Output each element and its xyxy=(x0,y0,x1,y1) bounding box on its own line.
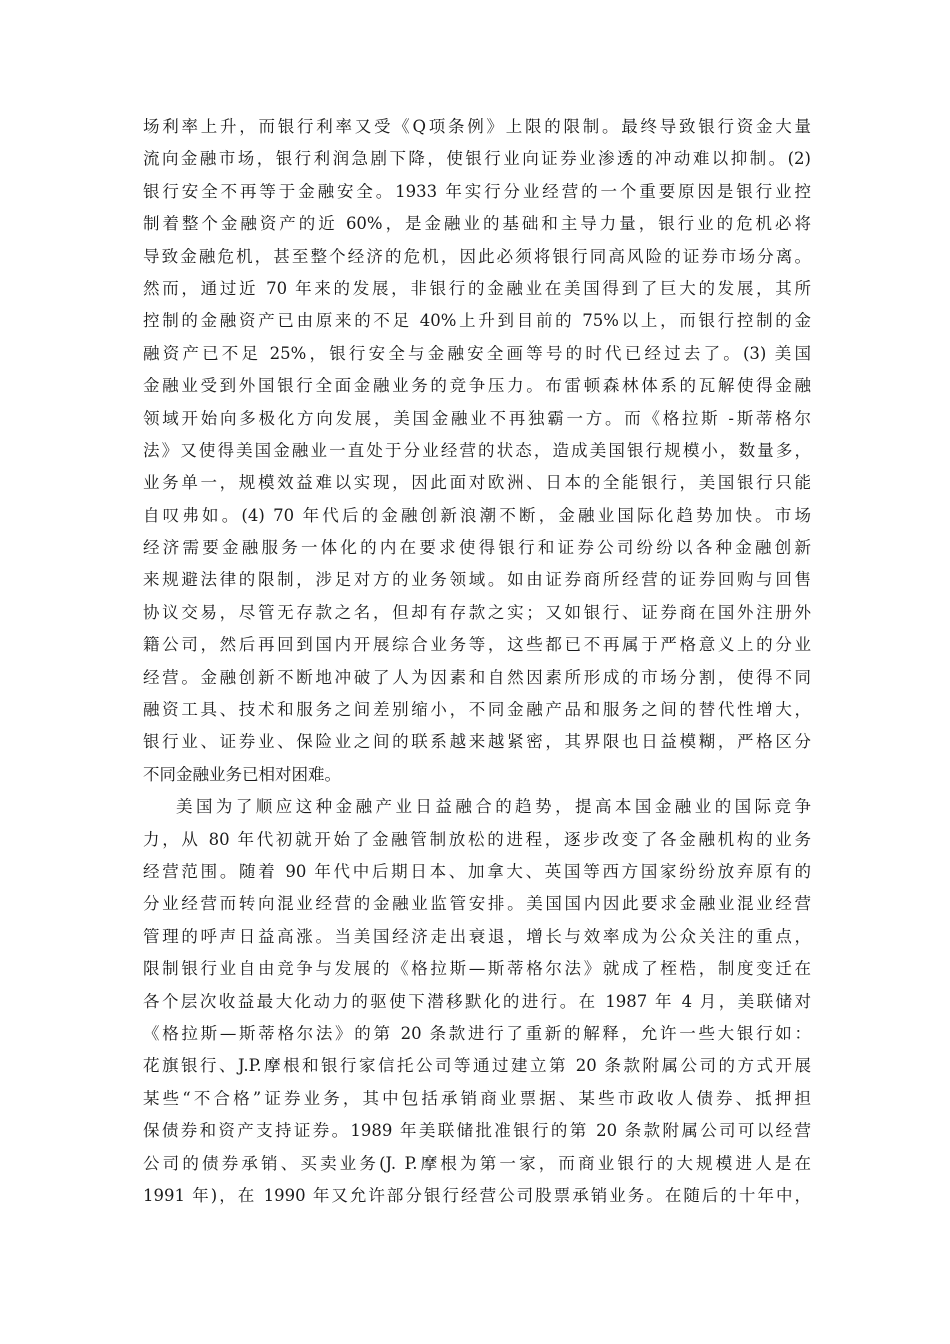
text-line: 力，从 80 年代初就开始了金融管制放松的进程，逐步改变了各金融机构的业务 xyxy=(143,829,811,849)
text-line: 经营。金融创新不断地冲破了人为因素和自然因素所形成的市场分割，使得不同 xyxy=(143,667,811,687)
text-line: 领域开始向多极化方向发展，美国金融业不再独霸一方。而《格拉斯 -斯蒂格尔 xyxy=(143,408,811,428)
text-line: 经营范围。随着 90 年代中后期日本、加拿大、英国等西方国家纷纷放弃原有的 xyxy=(143,861,811,881)
text-line: 分业经营而转向混业经营的金融业监管安排。美国国内因此要求金融业混业经营 xyxy=(143,894,811,914)
text-line: 控制的金融资产已由原来的不足 40%上升到目前的 75%以上，而银行控制的金 xyxy=(143,311,811,331)
text-line: 公司的债券承销、买卖业务(J. P.摩根为第一家，而商业银行的大规模进人是在 xyxy=(143,1153,811,1173)
text-line: 花旗银行、J.P.摩根和银行家信托公司等通过建立第 20 条款附属公司的方式开展 xyxy=(143,1056,811,1076)
text-line: 金融业受到外国银行全面金融业务的竞争压力。布雷顿森林体系的瓦解使得金融 xyxy=(143,376,811,396)
text-line: 融资工具、技术和服务之间差别缩小，不同金融产品和服务之间的替代性增大， xyxy=(143,700,811,720)
text-line: 限制银行业自由竞争与发展的《格拉斯—斯蒂格尔法》就成了桎梏，制度变迁在 xyxy=(143,959,811,979)
text-line: 不同金融业务已相对困难。 xyxy=(143,764,341,784)
text-line: 银行业、证券业、保险业之间的联系越来越紧密，其界限也日益模糊，严格区分 xyxy=(143,732,811,752)
text-line: 管理的呼声日益高涨。当美国经济走出衰退，增长与效率成为公众关注的重点， xyxy=(143,926,811,946)
text-line: 业务单一，规模效益难以实现，因此面对欧洲、日本的全能银行，美国银行只能 xyxy=(143,473,811,493)
text-line: 然而，通过近 70 年来的发展，非银行的金融业在美国得到了巨大的发展，其所 xyxy=(143,278,811,298)
text-line: 保债券和资产支持证券。1989 年美联储批准银行的第 20 条款附属公司可以经营 xyxy=(143,1121,811,1141)
text-line: 各个层次收益最大化动力的驱使下潜移默化的进行。在 1987 年 4 月，美联储对 xyxy=(143,991,811,1011)
text-line: 自叹弗如。(4) 70 年代后的金融创新浪潮不断，金融业国际化趋势加快。市场 xyxy=(143,505,811,525)
text-line: 协议交易，尽管无存款之名，但却有存款之实；又如银行、证券商在国外注册外 xyxy=(143,602,811,622)
body-text xyxy=(143,111,811,1212)
text-line: 导致金融危机，甚至整个经济的危机，因此必须将银行同高风险的证券市场分离。 xyxy=(143,246,811,266)
text-line: 制着整个金融资产的近 60%，是金融业的基础和主导力量，银行业的危机必将 xyxy=(143,214,811,234)
text-line: 场利率上升，而银行利率又受《Q项条例》上限的限制。最终导致银行资金大量 xyxy=(143,117,811,136)
text-line: 流向金融市场，银行利润急剧下降，使银行业向证券业渗透的冲动难以抑制。(2) xyxy=(143,149,811,169)
text-line: 1991 年)，在 1990 年又允许部分银行经营公司股票承销业务。在随后的十年中， xyxy=(143,1185,811,1205)
text-line: 法》又使得美国金融业一直处于分业经营的状态，造成美国银行规模小，数量多， xyxy=(143,440,811,460)
text-line: 籍公司，然后再回到国内开展综合业务等，这些都已不再属于严格意义上的分业 xyxy=(143,635,811,655)
text-line: 融资产已不足 25%，银行安全与金融安全画等号的时代已经过去了。(3) 美国 xyxy=(143,343,811,363)
text-line: 《格拉斯—斯蒂格尔法》的第 20 条款进行了重新的解释，允许一些大银行如： xyxy=(143,1023,811,1043)
text-line: 某些“不合格”证券业务，其中包括承销商业票据、某些市政收人债券、抵押担 xyxy=(143,1088,811,1108)
text-line: 经济需要金融服务一体化的内在要求使得银行和证券公司纷纷以各种金融创新 xyxy=(143,538,811,558)
text-line: 银行安全不再等于金融安全。1933 年实行分业经营的一个重要原因是银行业控 xyxy=(143,181,811,201)
text-line: 来规避法律的限制，涉足对方的业务领域。如由证券商所经营的证券回购与回售 xyxy=(143,570,811,590)
paragraph-first-line: 美国为了顺应这种金融产业日益融合的趋势，提高本国金融业的国际竞争 xyxy=(176,797,811,817)
